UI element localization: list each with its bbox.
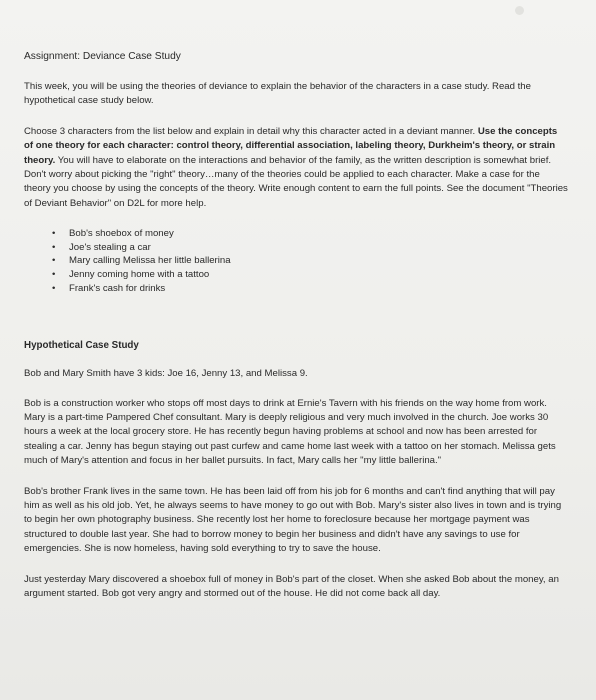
case-study-heading: Hypothetical Case Study [24, 340, 139, 352]
character-list [24, 227, 568, 295]
list-item [24, 268, 568, 282]
assignment-intro: This week, you will be using the theories of deviance to explain the behavior of the characters in a case study. Read the hypothetical case study below. [24, 81, 531, 107]
instructions-start: Choose 3 characters from the list below and explain in detail why this character acted in a deviant manner. [24, 125, 478, 137]
bullet-icon: • [52, 282, 56, 294]
list-item [24, 227, 568, 241]
bullet-icon: • [52, 269, 56, 281]
list-item [24, 254, 568, 268]
character-item-text: Joe's stealing a car [69, 241, 151, 253]
bullet-icon: • [52, 241, 56, 253]
character-item-text: Bob's shoebox of money [69, 228, 174, 240]
list-item [24, 241, 568, 255]
case-study-family: Bob and Mary Smith have 3 kids: Joe 16, Jenny 13, and Melissa 9. [24, 368, 308, 380]
instructions-bold: Use the concepts of one theory for each character: control theory, differential association, labeling theory, Durkheim's theory, or strain theory. [24, 125, 558, 166]
case-study-paragraph: Bob is a construction worker who stops off most days to drink at Ernie's Tavern with his friends on the way home from work. Mary is a part-time Pampered Chef consultant. Mary is deeply religious and very much involved in the church. Joe works 30 hours a week at the local grocery store. He has recently begun having problems at school and now has been arrested for stealing a car. Jenny has begun staying out past curfew and came home last week with a tattoo on her stomach. Melissa gets much of Mary's attention and focus in her ballet pursuits. In fact, Mary calls her "my little ballerina." [24, 397, 556, 467]
bullet-icon: • [52, 228, 56, 240]
case-study-paragraph: Bob's brother Frank lives in the same town. He has been laid off from his job for 6 months and can't find anything that will pay him as well as his old job. Yet, he always seems to have money to go out with Bob. Mary's sister also lives in town and is trying to begin her own photography business. She recently lost her home to foreclosure because her mortgage payment was structured to double last year. She had to borrow money to begin her business and didn't have any savings to use for emergencies. She is now homeless, having sold everything to try to save the house. [24, 485, 562, 555]
assignment-instructions [24, 125, 568, 211]
assignment-title: Assignment: Deviance Case Study [24, 51, 181, 62]
character-item-text: Mary calling Melissa her little ballerina [69, 255, 231, 267]
character-item-text: Jenny coming home with a tattoo [69, 269, 210, 281]
instructions-end: You will have to elaborate on the interactions and behavior of the family, as the written description is somewhat brief. Don't worry about picking the "right" theory…many of the theories could be applied to each character. Make a case for the theory you choose by using the concepts of the theory. Write enough content to earn the full points. See the document "Theories of Deviant Behavior" on D2L for more help. [24, 154, 568, 209]
list-item [24, 282, 568, 296]
bullet-icon: • [52, 255, 56, 267]
character-item-text: Frank's cash for drinks [69, 282, 166, 294]
page-smudge [515, 6, 524, 15]
case-study-paragraph: Just yesterday Mary discovered a shoebox full of money in Bob's part of the closet. When she asked Bob about the money, an argument started. Bob got very angry and stormed out of the house. He did not come back all day. [24, 573, 559, 600]
